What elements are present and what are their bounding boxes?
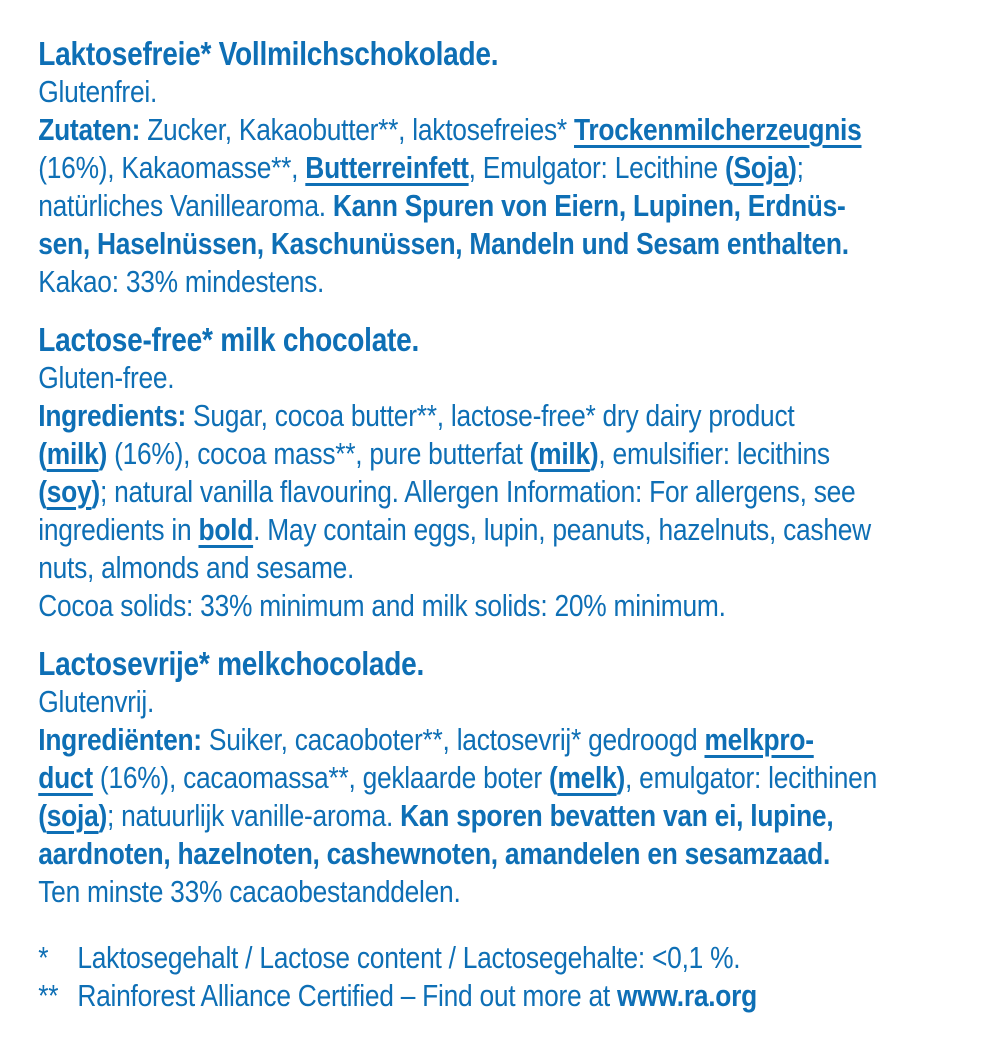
text-line: (16%), Kakaomasse**, Butterreinfett, Emulgator: Lecithine (Soja); (38, 150, 804, 185)
text-line: Cocoa solids: 33% minimum and milk solids: 20% minimum. (38, 588, 726, 623)
text-line: nuts, almonds and sesame. (38, 550, 355, 585)
section-body-english (38, 359, 979, 625)
text-line: duct (16%), cacaomassa**, geklaarde boter (melk), emulgator: lecithinen (38, 760, 877, 795)
text-line: (milk) (16%), cocoa mass**, pure butterfat (milk), emulsifier: lecithins (38, 436, 830, 471)
text-line: Gluten-free. (38, 360, 175, 395)
text-line: (soja); natuurlijk vanille-aroma. Kan sporen bevatten van ei, lupine, (38, 798, 834, 833)
text-line: Glutenvrij. (38, 684, 155, 719)
text-line: sen, Haselnüssen, Kaschunüssen, Mandeln und Sesam enthalten. (38, 226, 849, 261)
text-line: Ingredients: Sugar, cocoa butter**, lactose-free* dry dairy product (38, 398, 795, 433)
footnote-marker-double-asterisk: ** (38, 978, 59, 1013)
section-dutch (38, 645, 979, 911)
footnote-marker-single-asterisk: * (38, 940, 49, 975)
text-line: Ten minste 33% cacaobestanddelen. (38, 874, 461, 909)
text-line: Ingrediënten: Suiker, cacaoboter**, lactosevrij* gedroogd melkpro- (38, 722, 814, 757)
section-body-dutch (38, 683, 979, 911)
text-line: ingredients in bold. May contain eggs, lupin, peanuts, hazelnuts, cashew (38, 512, 871, 547)
text-line: aardnoten, hazelnoten, cashewnoten, amandelen en sesamzaad. (38, 836, 831, 871)
footnote-rainforest-alliance (38, 977, 979, 1015)
text-line: Kakao: 33% mindestens. (38, 264, 325, 299)
text-line: Glutenfrei. (38, 74, 158, 109)
text-line: natürliches Vanillearoma. Kann Spuren von Eiern, Lupinen, Erdnüs- (38, 188, 846, 223)
section-heading-english: Lactose-free* milk chocolate. (38, 321, 420, 358)
text-line: (soy); natural vanilla flavouring. Allergen Information: For allergens, see (38, 474, 856, 509)
section-english (38, 321, 979, 625)
text-line: Laktosegehalt / Lactose content / Lactosegehalte: <0,1 %. (77, 940, 741, 975)
footnote-text-rainforest (77, 977, 979, 1015)
text-line: Zutaten: Zucker, Kakaobutter**, laktosefreies* Trockenmilcherzeugnis (38, 112, 862, 147)
text-line: Rainforest Alliance Certified – Find out more at www.ra.org (77, 978, 757, 1013)
section-heading-german: Laktosefreie* Vollmilchschokolade. (38, 35, 499, 72)
footnote-text-lactose (77, 939, 979, 977)
section-heading-dutch: Lactosevrije* melkchocolade. (38, 645, 424, 682)
footnote-lactose-content (38, 939, 979, 977)
section-body-german (38, 73, 979, 301)
section-german (38, 35, 979, 301)
footnotes (38, 939, 979, 1015)
